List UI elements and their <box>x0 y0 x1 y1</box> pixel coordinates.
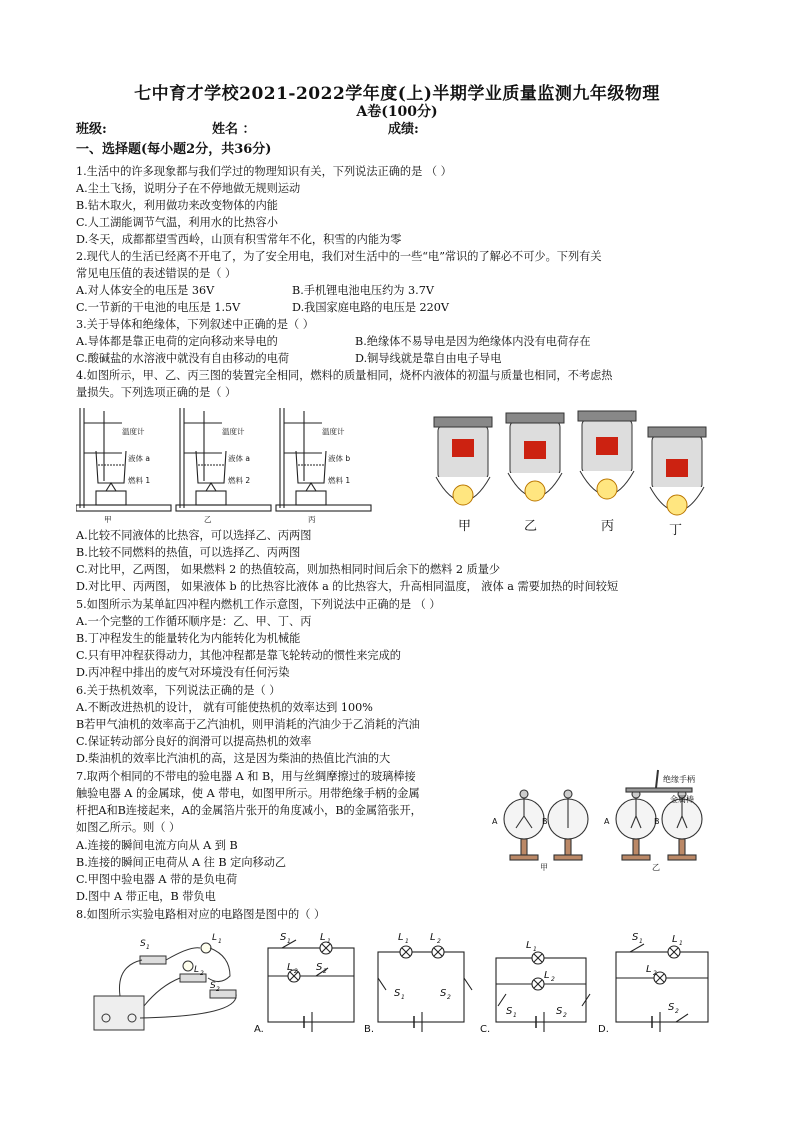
student-info-name: 姓名 ： <box>212 122 256 137</box>
q7-option-d: D.图中 A 带正电，B 带负电 <box>76 890 216 903</box>
q7-option-a: A.连接的瞬间电流方向从 A 到 B <box>76 839 238 852</box>
circuit-a <box>268 940 354 1032</box>
circuit-c <box>496 952 590 1032</box>
q6-option-c: C.保证转动部分良好的润滑可以提高热机的效率 <box>76 735 312 748</box>
engine-strokes-figure <box>428 405 718 533</box>
c-s1: S <box>506 1006 513 1017</box>
q6-option-d: D.柴油机的效率比汽油机的高，这是因为柴油的热值比汽油的大 <box>76 752 391 765</box>
option-a-label: A. <box>254 1024 264 1035</box>
section-heading: 一、选择题(每小题2分，共36分) <box>76 142 272 157</box>
q2-option-b: B.手机锂电池电压约为 3.7V <box>292 284 434 297</box>
label-thermometer-1: 温度计 <box>122 427 145 436</box>
metal-rod <box>626 788 692 792</box>
label-rod: 金属棒 <box>670 795 694 804</box>
q6-option-b: B若甲气油机的效率高于乙汽油机，则甲消耗的汽油少于乙消耗的汽油 <box>76 718 420 731</box>
engine-label-bing: 丙 <box>601 519 615 534</box>
label-thermometer-2: 温度计 <box>222 427 245 436</box>
phys-s1: S <box>140 939 146 949</box>
q6-option-a: A.不断改进热机的设计， 就有可能使热机的效率达到 100% <box>76 701 373 714</box>
b-l1-sub: 1 <box>405 938 409 945</box>
q1-option-b: B.钻木取火，利用做功来改变物体的内能 <box>76 199 278 212</box>
exam-subtitle: A卷(100分) <box>356 104 438 120</box>
d-s1-sub: 1 <box>639 938 643 945</box>
a-l1: L <box>320 932 326 943</box>
q7-stem-line3: 杆把A和B连接起来，A的金属箔片张开的角度减小，B的金属箔张开， <box>76 804 422 817</box>
q3-option-a: A.导体都是靠正电荷的定向移动来导电的 <box>76 335 278 348</box>
c-l1-sub: 1 <box>533 946 537 953</box>
q1-option-c: C.人工湖能调节气温，利用水的比热容小 <box>76 216 278 229</box>
q1-option-d: D.冬天，成都都望雪西岭，山顶有积雪常年不化，积雪的内能为零 <box>76 233 402 246</box>
q4-stem-line2: 量损失。下列选项正确的是（ ） <box>76 386 237 399</box>
heating-setups-figure <box>76 403 376 525</box>
circuit-diagrams-figure <box>80 926 730 1042</box>
electroscope-jia-b <box>548 790 588 860</box>
q4-option-d: D.对比甲、丙两图， 如果液体 b 的比热容比液体 a 的比热容大，升高相同温度， 液体 a 需要加热的时间较短 <box>76 580 619 593</box>
q2-option-c: C.一节新的干电池的电压是 1.5V <box>76 301 241 314</box>
engine-label-ding: 丁 <box>669 523 683 538</box>
q6-stem: 6.关于热机效率，下列说法正确的是（ ） <box>76 684 281 697</box>
q2-option-d: D.我国家庭电路的电压是 220V <box>292 301 449 314</box>
q5-option-d: D.丙冲程中排出的废气对环境没有任何污染 <box>76 666 290 679</box>
q2-option-a: A.对人体安全的电压是 36V <box>76 284 215 297</box>
c-l2: L <box>544 970 550 981</box>
electroscope-yi-a <box>616 790 656 860</box>
label-liquid-a-2: 液体 a <box>228 454 250 463</box>
d-l1-sub: 1 <box>679 940 683 947</box>
option-d-label: D. <box>598 1024 609 1035</box>
b-s1: S <box>394 988 401 999</box>
label-handle: 绝缘手柄 <box>663 775 695 784</box>
option-c-label: C. <box>480 1024 491 1035</box>
q8-stem: 8.如图所示实验电路相对应的电路图是图中的（ ） <box>76 908 326 921</box>
phys-l1: L <box>212 933 218 943</box>
q7-option-c: C.甲图中验电器 A 带的是负电荷 <box>76 873 238 886</box>
q4-option-c: C.对比甲，乙两图， 如果燃料 2 的热值较高，则加热相同时间后余下的燃料 2 质量少 <box>76 563 501 576</box>
setup-jia <box>76 408 171 511</box>
circuit-b <box>378 946 472 1032</box>
b-l2-sub: 2 <box>437 938 441 945</box>
option-b-label: B. <box>364 1024 375 1035</box>
phys-l2: L <box>194 965 200 975</box>
q5-stem: 5.如图所示为某单缸四冲程内燃机工作示意图，下列说法中正确的是 （ ） <box>76 598 441 611</box>
a-s2: S <box>316 962 323 973</box>
d-s1: S <box>632 932 639 943</box>
label-a-yi: A <box>604 817 610 826</box>
q7-stem-line1: 7.取两个相同的不带电的验电器 A 和 B，用与丝绸摩擦过的玻璃棒接 <box>76 770 416 783</box>
label-fuel1-1: 燃料 1 <box>128 476 151 485</box>
q3-stem: 3.关于导体和绝缘体，下列叙述中正确的是（ ） <box>76 318 314 331</box>
q4-option-a: A.比较不同液体的比热容，可以选择乙、丙两图 <box>76 529 312 542</box>
q7-stem-line4: 如图乙所示。则（ ） <box>76 821 181 834</box>
d-s2: S <box>668 1002 675 1013</box>
phys-s2-sub: 2 <box>216 986 220 993</box>
q3-option-d: D.铜导线就是靠自由电子导电 <box>355 352 502 365</box>
a-l2-sub: 2 <box>294 968 298 975</box>
q5-option-c: C.只有甲冲程获得动力，其他冲程都是靠飞轮转动的惯性来完成的 <box>76 649 401 662</box>
label-fuel2-2: 燃料 2 <box>228 476 251 485</box>
label-thermometer-3: 温度计 <box>322 427 345 436</box>
a-s1: S <box>280 932 287 943</box>
engine-label-jia: 甲 <box>458 519 472 534</box>
label-yi: 乙 <box>204 515 212 524</box>
q4-stem-line1: 4.如图所示，甲、乙、丙三图的装置完全相同，燃料的质量相同，烧杯内液体的初温与质量也相同，不考虑热 <box>76 369 613 382</box>
q1-stem: 1.生活中的许多现象都与我们学过的物理知识有关，下列说法正确的是 （ ） <box>76 165 452 178</box>
q7-option-b: B.连接的瞬间正电荷从 A 往 B 定向移动乙 <box>76 856 287 869</box>
label-fuel1-3: 燃料 1 <box>328 476 351 485</box>
a-s2-sub: 2 <box>323 968 327 975</box>
c-s1-sub: 1 <box>513 1012 517 1019</box>
label-yi-7: 乙 <box>652 863 660 872</box>
label-liquid-a-1: 液体 a <box>128 454 150 463</box>
electroscopes-figure <box>486 764 722 874</box>
engine-bing <box>578 411 636 499</box>
setup-bing <box>276 408 371 511</box>
q2-stem-line1: 2.现代人的生活已经离不开电了，为了安全用电，我们对生活中的一些“电”常识的了解必不可少。下列有关 <box>76 250 602 263</box>
b-l1: L <box>398 932 404 943</box>
exam-title: 七中育才学校2021-2022学年度(上)半期学业质量监测九年级物理 <box>134 84 660 104</box>
phys-s2: S <box>210 981 216 991</box>
q4-option-b: B.比较不同燃料的热值，可以选择乙、丙两图 <box>76 546 301 559</box>
label-jia-7: 甲 <box>540 863 548 872</box>
b-l2: L <box>430 932 436 943</box>
setup-yi <box>176 408 271 511</box>
insulating-handle <box>656 770 658 788</box>
q5-option-a: A.一个完整的工作循环顺序是：乙、甲、丁、丙 <box>76 615 312 628</box>
phys-l2-sub: 2 <box>200 970 204 977</box>
a-s1-sub: 1 <box>287 938 291 945</box>
q3-option-b: B.绝缘体不易导电是因为绝缘体内没有电荷存在 <box>355 335 591 348</box>
phys-l1-sub: 1 <box>218 938 222 945</box>
a-l2: L <box>287 962 293 973</box>
engine-ding <box>648 427 706 515</box>
label-jia: 甲 <box>104 515 112 524</box>
phys-s1-sub: 1 <box>146 944 150 951</box>
b-s2: S <box>440 988 447 999</box>
d-l2: L <box>646 964 652 975</box>
b-s1-sub: 1 <box>401 994 405 1001</box>
label-b-jia: B <box>542 817 548 826</box>
d-l2-sub: 2 <box>653 970 657 977</box>
label-liquid-b-3: 液体 b <box>328 454 351 463</box>
q1-option-a: A.尘土飞扬，说明分子在不停地做无规则运动 <box>76 182 301 195</box>
engine-yi <box>506 413 564 501</box>
q3-option-c: C.酸碱盐的水溶液中就没有自由移动的电荷 <box>76 352 290 365</box>
c-s2-sub: 2 <box>563 1012 567 1019</box>
engine-jia <box>434 417 492 505</box>
d-l1: L <box>672 934 678 945</box>
q5-option-b: B.丁冲程发生的能量转化为内能转化为机械能 <box>76 632 301 645</box>
circuit-d <box>616 944 708 1032</box>
engine-label-yi: 乙 <box>524 519 538 534</box>
student-info-score: 成绩: <box>388 122 419 137</box>
label-b-yi: B <box>654 817 660 826</box>
label-a-jia: A <box>492 817 498 826</box>
q7-stem-line2: 触验电器 A 的金属球，使 A 带电，如图甲所示。用带绝缘手柄的金属 <box>76 787 420 800</box>
c-l2-sub: 2 <box>551 976 555 983</box>
q2-stem-line2: 常见电压值的表述错误的是（ ） <box>76 267 237 280</box>
d-s2-sub: 2 <box>675 1008 679 1015</box>
electroscope-jia-a <box>504 790 544 860</box>
c-l1: L <box>526 940 532 951</box>
b-s2-sub: 2 <box>447 994 451 1001</box>
student-info-class: 班级: <box>76 122 107 137</box>
c-s2: S <box>556 1006 563 1017</box>
a-l1-sub: 1 <box>327 938 331 945</box>
label-bing: 丙 <box>308 515 316 524</box>
